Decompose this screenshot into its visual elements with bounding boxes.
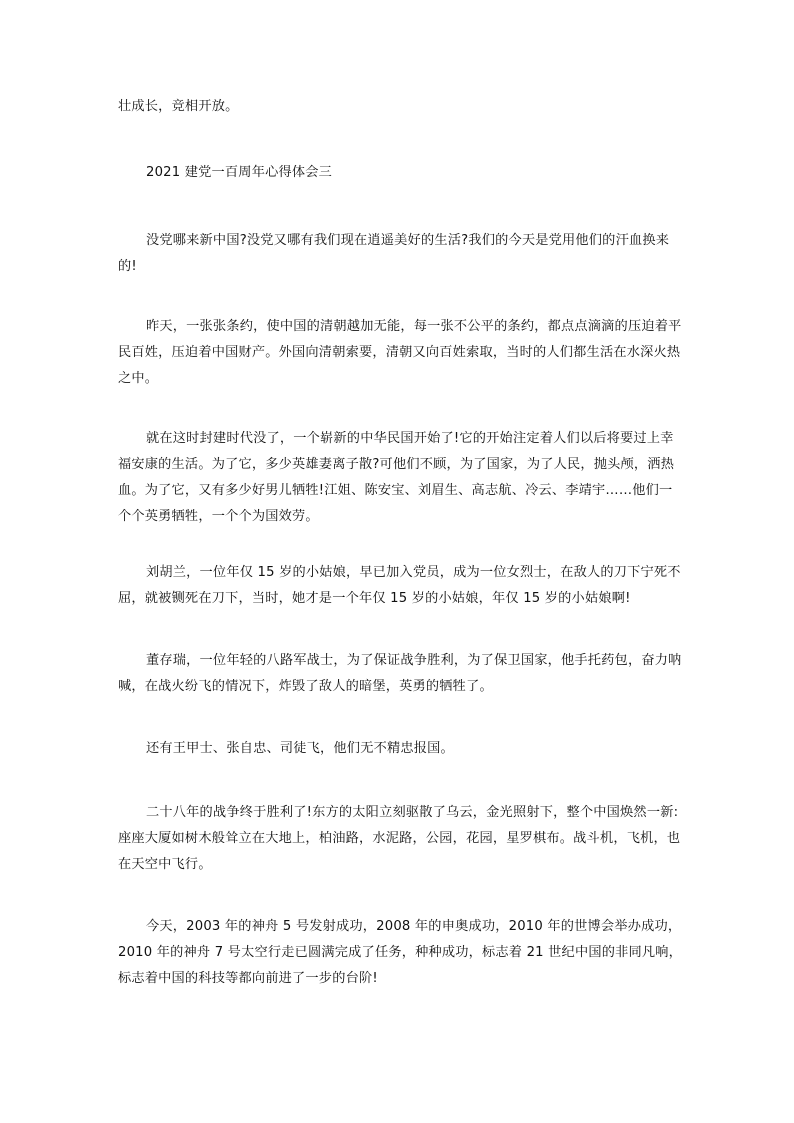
paragraph-5: 董存瑞，一位年轻的八路军战士，为了保证战争胜利，为了保卫国家，他手托药包，奋力呐喊，在战火纷飞的情况下，炸毁了敌人的暗堡，英勇的牺牲了。 [118,653,682,694]
paragraph-8: 今天，2003 年的神舟 5 号发射成功，2008 年的申奥成功，2010 年的世博会举办成功，2010 年的神舟 7 号太空行走已圆满完成了任务，种种成功，标志着 21 世纪中国的非同凡响，标志着中国的科技等都向前进了一步的台阶! [118,919,683,986]
paragraph-2: 昨天，一张张条约，使中国的清朝越加无能，每一张不公平的条约，都点点滴滴的压迫着平民百姓，压迫着中国财产。外国向清朝索要，清朝又向百姓索取，当时的人们都生活在水深火热之中。 [118,319,682,386]
section-heading: 2021 建党一百周年心得体会三 [146,165,333,180]
paragraph-1: 没党哪来新中国?没党又哪有我们现在逍遥美好的生活?我们的今天是党用他们的汗血换来的! [118,233,670,274]
paragraph-4: 刘胡兰，一位年仅 15 岁的小姑娘，早已加入党员，成为一位女烈士，在敌人的刀下宁死不屈，就被铡死在刀下，当时，她才是一个年仅 15 岁的小姑娘，年仅 15 岁的小姑娘啊! [118,565,681,606]
continuation-text: 壮成长，竞相开放。 [118,99,239,114]
paragraph-3: 就在这时封建时代没了，一个崭新的中华民国开始了!它的开始注定着人们以后将要过上幸福安康的生活。为了它，多少英雄妻离子散?可他们不顾，为了国家，为了人民，抛头颅，洒热血。为了它，又有多少好男儿牺牲!江姐、陈安宝、刘眉生、高志航、冷云、李靖宇……他们一个个英勇牺牲，一个个为国效劳。 [118,431,675,524]
paragraph-7: 二十八年的战争终于胜利了!东方的太阳立刻驱散了乌云，金光照射下，整个中国焕然一新: 座座大厦如树木般耸立在大地上，柏油路，水泥路，公园，花园，星罗棋布。战斗机，飞机，也在天空中飞行。 [118,805,681,872]
paragraph-6: 还有王甲士、张自忠、司徒飞，他们无不精忠报国。 [146,741,454,756]
